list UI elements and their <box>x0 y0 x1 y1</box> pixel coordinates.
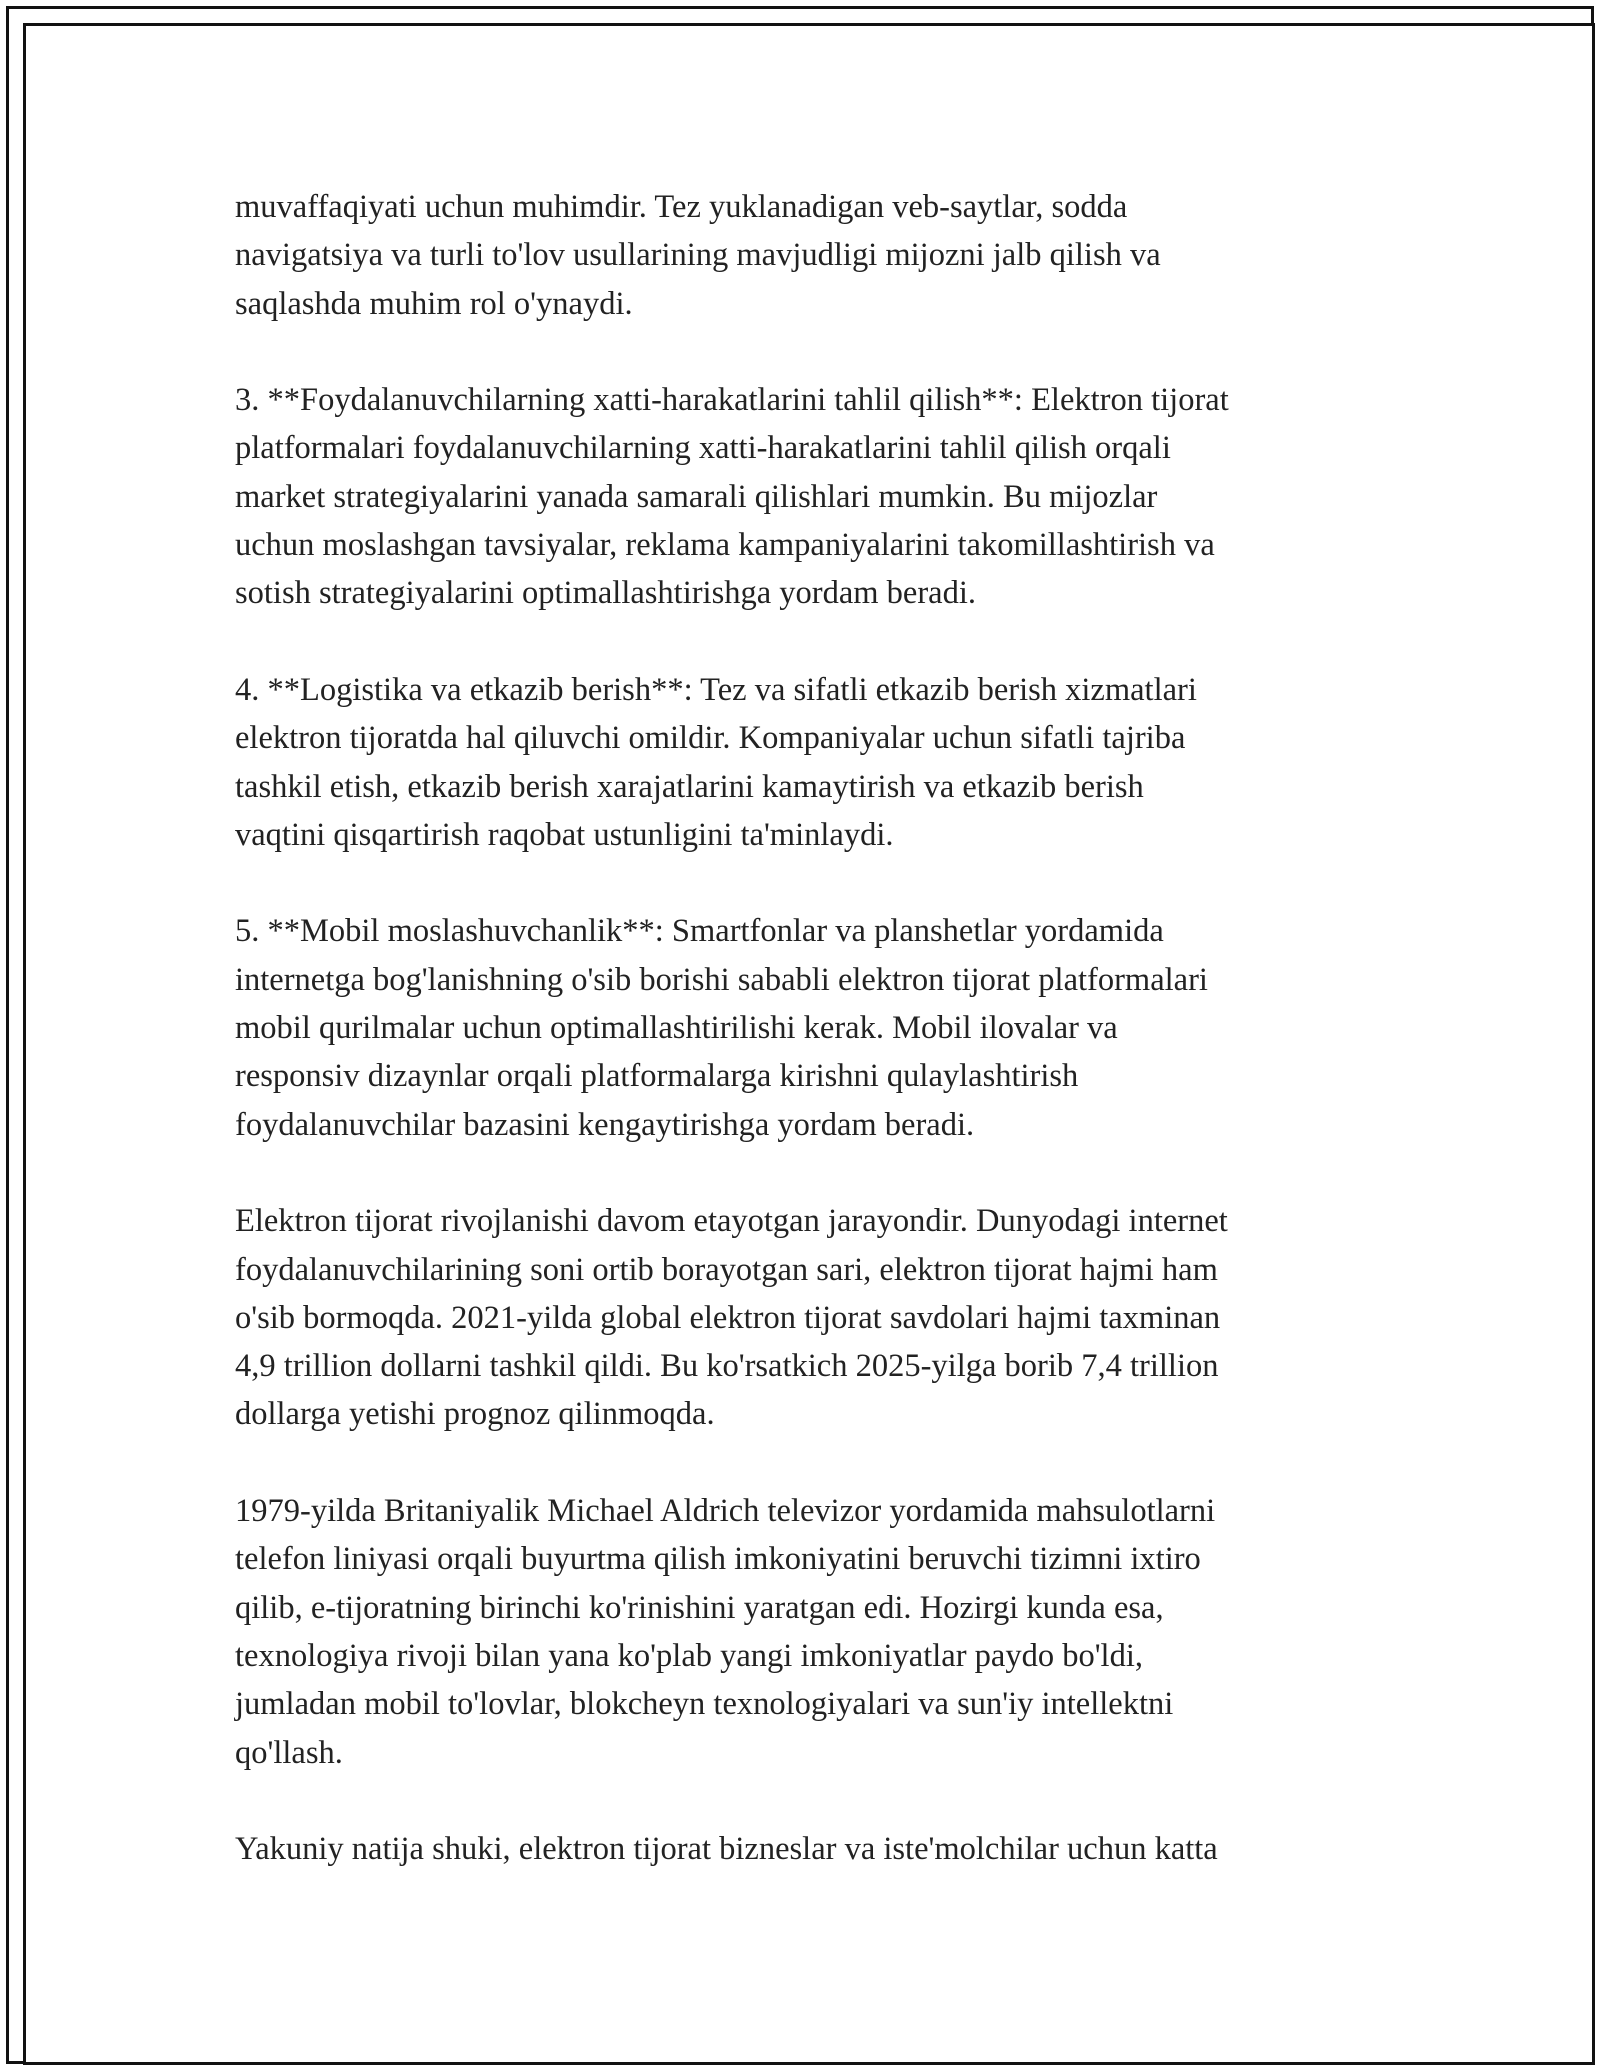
text-line: jumladan mobil to'lovlar, blokcheyn texnologiyalari va sun'iy intellektni <box>235 1686 1174 1723</box>
text-line: saqlashda muhim rol o'ynaydi. <box>235 285 633 322</box>
text-line: uchun moslashgan tavsiyalar, reklama kampaniyalarini takomillashtirish va <box>235 527 1215 564</box>
text-line: qo'llash. <box>235 1734 343 1771</box>
text-line: 1979-yilda Britaniyalik Michael Aldrich televizor yordamida mahsulotlarni <box>235 1493 1216 1530</box>
text-line: dollarga yetishi prognoz qilinmoqda. <box>235 1396 715 1433</box>
text-line: market strategiyalarini yanada samarali qilishlari mumkin. Bu mijozlar <box>235 478 1158 515</box>
paragraph-user-behavior-analysis <box>235 376 1395 617</box>
paragraph-conclusion <box>235 1825 1395 1873</box>
text-line: internetga bog'lanishning o'sib borishi sababli elektron tijorat platformalari <box>235 961 1208 998</box>
text-line: foydalanuvchilar bazasini kengaytirishga yordam beradi. <box>235 1106 975 1143</box>
text-line: sotish strategiyalarini optimallashtirishga yordam beradi. <box>235 575 977 612</box>
paragraph-continuation <box>235 183 1395 328</box>
paragraph-history <box>235 1487 1395 1777</box>
paragraph-ecommerce-growth <box>235 1197 1395 1438</box>
text-line: responsiv dizaynlar orqali platformalarga kirishni qulaylashtirish <box>235 1058 1079 1095</box>
paragraph-mobile-adaptability <box>235 907 1395 1148</box>
text-line: 4. **Logistika va etkazib berish**: Tez va sifatli etkazib berish xizmatlari <box>235 671 1197 708</box>
text-line: 3. **Foydalanuvchilarning xatti-harakatlarini tahlil qilish**: Elektron tijorat <box>235 382 1229 419</box>
text-line: platformalari foydalanuvchilarning xatti-harakatlarini tahlil qilish orqali <box>235 430 1171 467</box>
text-line: o'sib bormoqda. 2021-yilda global elektron tijorat savdolari hajmi taxminan <box>235 1299 1221 1336</box>
text-line: texnologiya rivoji bilan yana ko'plab yangi imkoniyatlar paydo bo'ldi, <box>235 1637 1143 1674</box>
text-line: 5. **Mobil moslashuvchanlik**: Smartfonlar va planshetlar yordamida <box>235 913 1164 950</box>
text-line: tashkil etish, etkazib berish xarajatlarini kamaytirish va etkazib berish <box>235 768 1144 805</box>
text-line: navigatsiya va turli to'lov usullarining mavjudligi mijozni jalb qilish va <box>235 237 1161 274</box>
text-line: 4,9 trillion dollarni tashkil qildi. Bu ko'rsatkich 2025-yilga borib 7,4 trillion <box>235 1348 1219 1385</box>
text-line: Elektron tijorat rivojlanishi davom etayotgan jarayondir. Dunyodagi internet <box>235 1203 1228 1240</box>
text-line: muvaffaqiyati uchun muhimdir. Tez yuklanadigan veb-saytlar, sodda <box>235 189 1128 225</box>
text-line: foydalanuvchilarining soni ortib borayotgan sari, elektron tijorat hajmi ham <box>235 1251 1218 1288</box>
text-line: telefon liniyasi orqali buyurtma qilish imkoniyatini beruvchi tizimni ixtiro <box>235 1541 1201 1578</box>
paragraph-logistics <box>235 666 1395 859</box>
text-line: Yakuniy natija shuki, elektron tijorat bizneslar va iste'molchilar uchun katta <box>235 1831 1218 1868</box>
text-line: qilib, e-tijoratning birinchi ko'rinishini yaratgan edi. Hozirgi kunda esa, <box>235 1589 1164 1626</box>
document-body <box>235 183 1395 1873</box>
text-line: mobil qurilmalar uchun optimallashtirilishi kerak. Mobil ilovalar va <box>235 1010 1118 1047</box>
text-line: elektron tijoratda hal qiluvchi omildir. Kompaniyalar uchun sifatli tajriba <box>235 720 1186 757</box>
text-line: vaqtini qisqartirish raqobat ustunligini ta'minlaydi. <box>235 816 894 853</box>
